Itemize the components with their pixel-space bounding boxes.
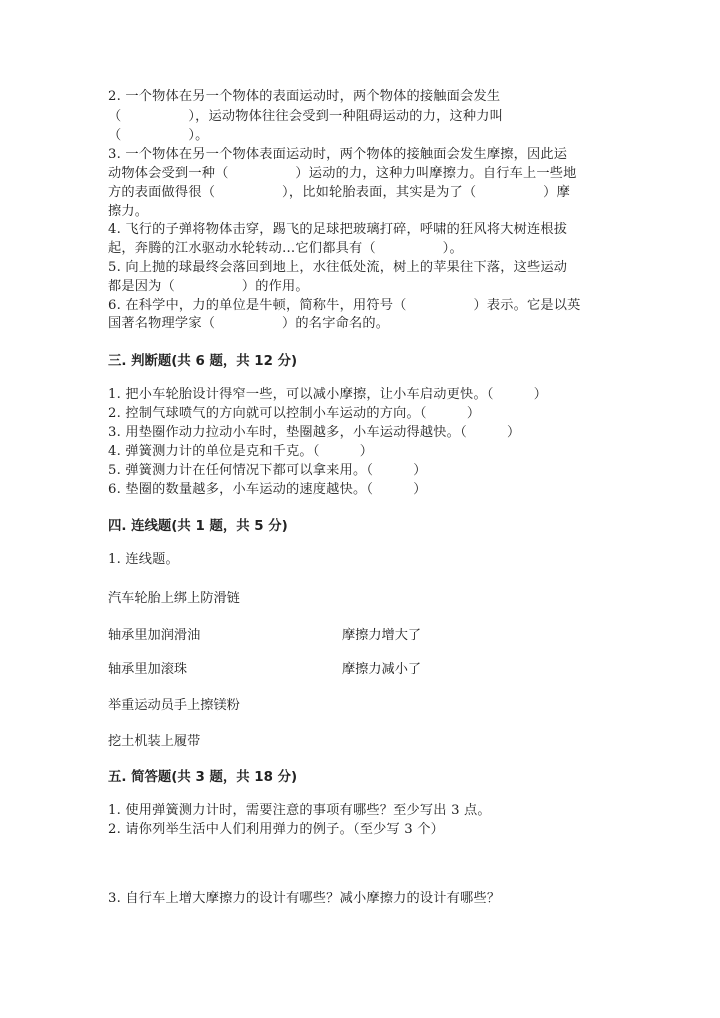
judge-item: 4. 弹簧测力计的单位是克和千克。（ ） — [108, 444, 374, 459]
fill-blank-line: 动物体会受到一种（ ）运动的力，这种力叫摩擦力。自行车上一些地 — [108, 166, 577, 181]
section-heading: 四. 连线题(共 1 题，共 5 分) — [108, 519, 288, 534]
matching-left-item: 轴承里加滚珠 — [108, 662, 188, 677]
matching-left-item: 汽车轮胎上绑上防滑链 — [108, 591, 240, 606]
fill-blank-line: 5. 向上抛的球最终会落回到地上，水往低处流，树上的苹果往下落，这些运动 — [108, 260, 568, 275]
judge-item: 5. 弹簧测力计在任何情况下都可以拿来用。（ ） — [108, 463, 427, 478]
fill-blank-line: 3. 一个物体在另一个物体表面运动时，两个物体的接触面会发生摩擦，因此运 — [108, 147, 568, 162]
short-answer-item: 1. 使用弹簧测力计时，需要注意的事项有哪些？至少写出 3 点。 — [108, 803, 491, 818]
fill-blank-line: 都是因为（ ）的作用。 — [108, 279, 309, 294]
section-heading: 三. 判断题(共 6 题，共 12 分) — [108, 354, 298, 369]
matching-right-item: 摩擦力减小了 — [342, 662, 422, 677]
judge-item: 1. 把小车轮胎设计得窄一些，可以减小摩擦，让小车启动更快。（ ） — [108, 387, 548, 402]
matching-prompt: 1. 连线题。 — [108, 552, 179, 567]
judge-item: 3. 用垫圈作动力拉动小车时，垫圈越多，小车运动得越快。（ ） — [108, 425, 521, 440]
fill-blank-line: 起，奔腾的江水驱动水轮转动…它们都具有（ ）。 — [108, 241, 463, 256]
matching-left-item: 轴承里加润滑油 — [108, 628, 201, 643]
section-heading: 五. 简答题(共 3 题，共 18 分) — [108, 770, 298, 785]
matching-left-item: 挖土机装上履带 — [108, 734, 201, 749]
judge-item: 6. 垫圈的数量越多，小车运动的速度越快。（ ） — [108, 482, 427, 497]
short-answer-item: 3. 自行车上增大摩擦力的设计有哪些？减小摩擦力的设计有哪些？ — [108, 891, 501, 906]
fill-blank-line: 6. 在科学中，力的单位是牛顿，简称牛，用符号（ ）表示。它是以英 — [108, 298, 581, 313]
matching-right-item: 摩擦力增大了 — [342, 628, 422, 643]
fill-blank-line: （ ）。 — [108, 128, 209, 143]
fill-blank-line: 方的表面做得很（ ），比如轮胎表面，其实是为了（ ）摩 — [108, 185, 570, 200]
fill-blank-line: 国著名物理学家（ ）的名字命名的。 — [108, 316, 390, 331]
fill-blank-line: 擦力。 — [108, 204, 149, 219]
fill-blank-line: 2. 一个物体在另一个物体的表面运动时，两个物体的接触面会发生 — [108, 89, 501, 104]
short-answer-item: 2. 请你列举生活中人们利用弹力的例子。（至少写 3 个） — [108, 822, 445, 837]
matching-left-item: 举重运动员手上擦镁粉 — [108, 698, 240, 713]
fill-blank-line: 4. 飞行的子弹将物体击穿，踢飞的足球把玻璃打碎，呼啸的狂风将大树连根拔 — [108, 222, 568, 237]
fill-blank-line: （ ），运动物体往往会受到一种阻碍运动的力，这种力叫 — [108, 109, 504, 124]
judge-item: 2. 控制气球喷气的方向就可以控制小车运动的方向。（ ） — [108, 406, 481, 421]
